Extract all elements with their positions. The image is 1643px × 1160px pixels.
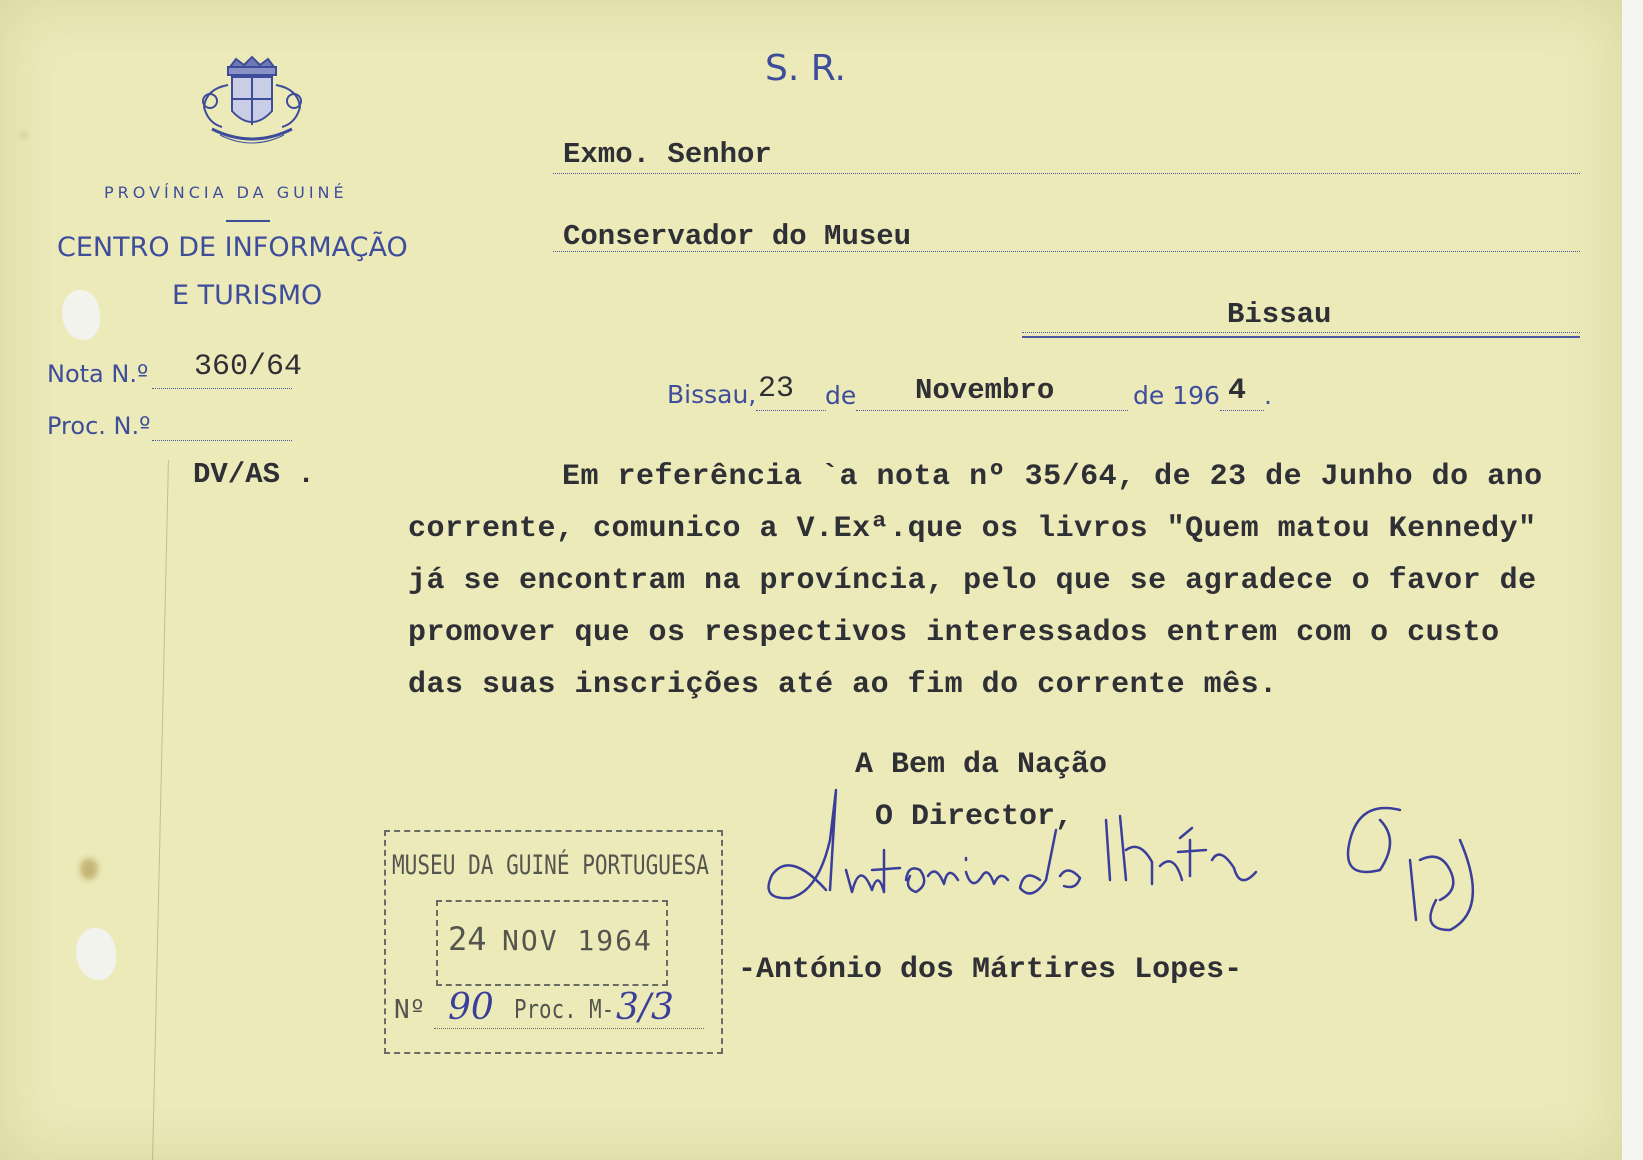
stamp-date-box [436, 900, 668, 986]
stamp-institution: MUSEU DA GUINÉ PORTUGUESA [392, 850, 709, 881]
date-year-dots [1220, 410, 1264, 411]
coat-of-arms-icon [192, 55, 312, 150]
stamp-date-day: 24 [448, 920, 487, 958]
typed-signatory-name: -António dos Mártires Lopes- [738, 953, 1243, 987]
closing-title: O Director, [875, 800, 1074, 834]
body-line-4: promover que os respectivos interessados entrem com o custo [408, 616, 1500, 650]
stamp-proc-value: 3/3 [616, 987, 674, 1028]
date-de1: de [825, 381, 857, 410]
handwritten-signature [760, 780, 1560, 960]
date-place: Bissau, [667, 380, 757, 409]
office-name-line1: CENTRO DE INFORMAÇÃO [57, 232, 408, 263]
proc-dotted-line [152, 440, 292, 441]
paper-stain [22, 132, 26, 138]
addressee-line1: Exmo. Senhor [563, 138, 772, 171]
date-day-dots [756, 410, 826, 411]
closing-salutation: A Bem da Nação [855, 748, 1108, 782]
date-year-digit: 4 [1228, 374, 1247, 408]
proc-label: Proc. N.º [47, 412, 151, 440]
stamp-no-label: Nº [394, 995, 426, 1025]
office-name-line2: E TURISMO [172, 280, 323, 311]
addressee-city-underline [1022, 336, 1580, 338]
reference-code: DV/AS . [193, 458, 315, 491]
nota-dotted-line [152, 388, 292, 389]
addressee-city-dots [1022, 332, 1580, 333]
addressee-city: Bissau [1227, 298, 1332, 331]
stamp-proc-label: Proc. M- [514, 995, 615, 1025]
date-end: . [1264, 381, 1272, 410]
punch-hole-bottom [76, 928, 116, 980]
addressee-line1-dots [553, 173, 1580, 174]
date-day: 23 [758, 372, 795, 406]
nota-value: 360/64 [194, 350, 303, 384]
scan-edge [1622, 0, 1643, 1160]
body-line-1: Em referência `a nota nº 35/64, de 23 de Junho do ano [562, 460, 1543, 494]
service-mark: S. R. [765, 48, 846, 89]
province-label: PROVÍNCIA DA GUINÉ [104, 183, 348, 202]
stamp-no-value: 90 [448, 987, 494, 1028]
body-line-2: corrente, comunico a V.Exª.que os livros "Quem matou Kennedy" [408, 512, 1537, 546]
museum-reception-stamp [384, 830, 723, 1054]
stamp-dotted-line [434, 1028, 704, 1029]
stamp-date-rest: NOV 1964 [502, 924, 653, 957]
nota-label: Nota N.º [47, 360, 149, 388]
date-month-dots [856, 410, 1128, 411]
punch-hole-top [62, 290, 100, 340]
body-line-3: já se encontram na província, pelo que se agradece o favor de [408, 564, 1537, 598]
date-de2: de 196 [1133, 381, 1220, 410]
body-line-5: das suas inscrições até ao fim do corrente mês. [408, 668, 1278, 702]
addressee-line2: Conservador do Museu [563, 220, 912, 253]
letterhead-divider [226, 220, 270, 222]
date-month: Novembro [915, 374, 1055, 407]
addressee-line2-dots [553, 251, 1580, 252]
paper-stain [80, 858, 98, 880]
